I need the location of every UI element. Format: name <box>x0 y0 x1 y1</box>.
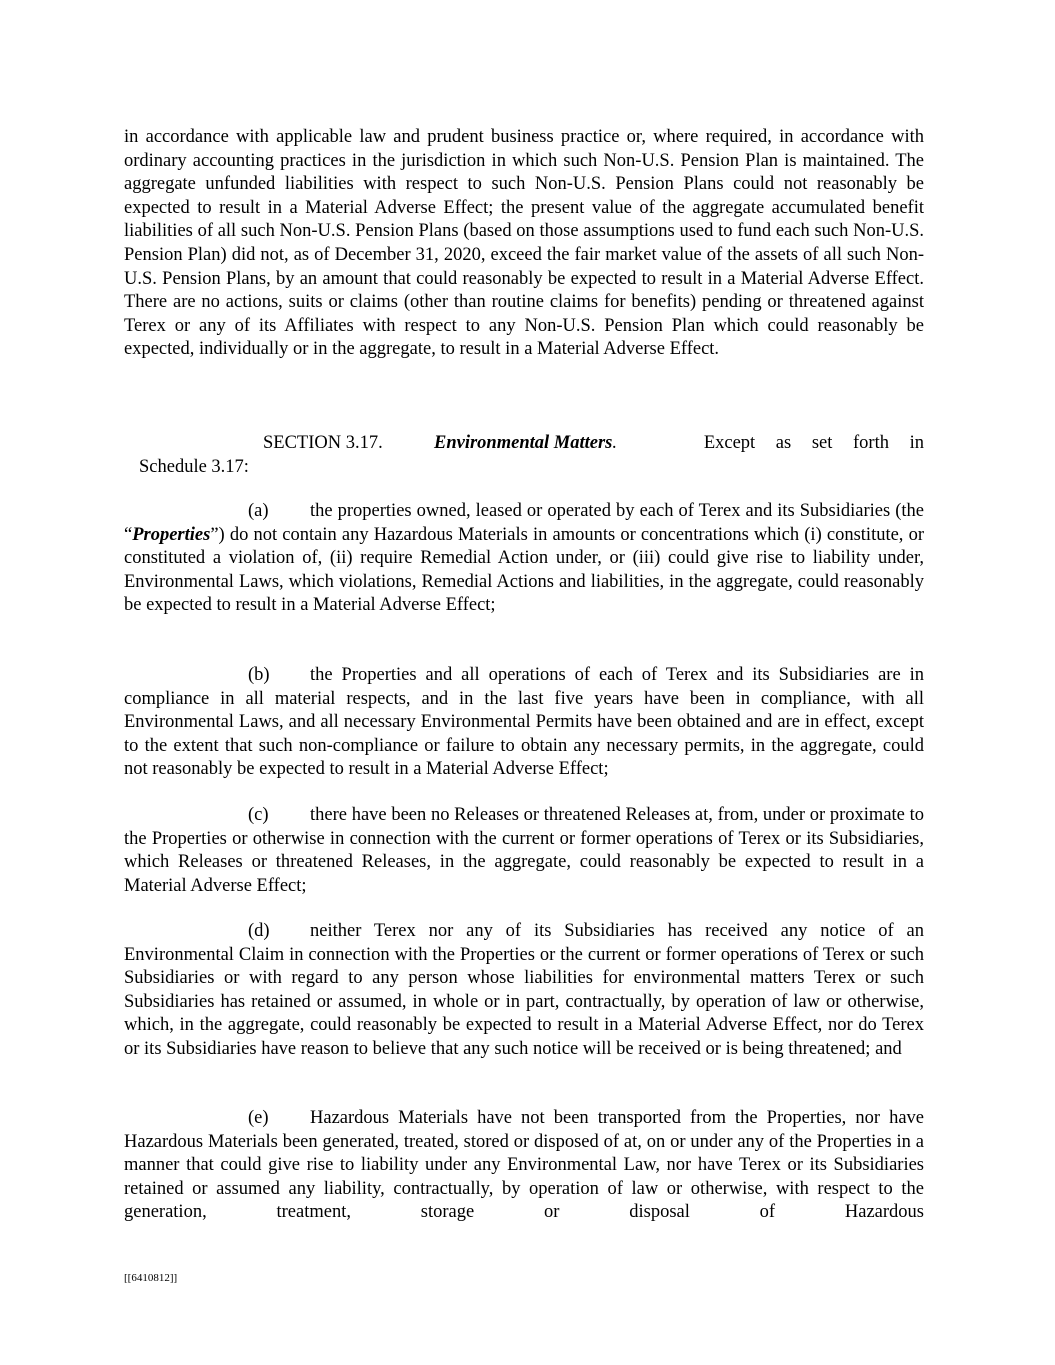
list-item-c: (c) there have been no Releases or threatened Releases at, from, under or proximate to the Properties or otherwise in connection with the current or former operations of Terex or its Subsidiaries, which Releases or threatened Releases, in the aggregate, could reasonably be expected to result in a Material Adverse Effect; <box>124 805 924 896</box>
list-item-e: (e) Hazardous Materials have not been transported from the Properties, nor have Hazardous Materials been generated, treated, stored or disposed of at, on or under any of the Properties in a manner that could give rise to liability under any Environmental Law, nor have Terex or its Subsidiaries retained or assumed any liability, contractually, by operation of law or otherwise, with respect to the generation, treatment, storage or disposal of Hazardous <box>124 1108 924 1223</box>
defined-term: Properties <box>132 524 211 545</box>
list-item-d: (d) neither Terex nor any of its Subsidiaries has received any notice of an Environmental Claim in connection with the Properties or the current or former operations of Terex or such Subsidiaries or with regard to any person whose liabilities for environmental matters Terex or such Subsidiaries has retained or assumed, in whole or in part, contractually, by operation of law or otherwise, which, in the aggregate, could reasonably be expected to result in a Material Adverse Effect, nor do Terex or its Subsidiaries have reason to believe that any such notice will be received or is being threatened; and <box>124 921 924 1059</box>
intro-paragraph: in accordance with applicable law and prudent business practice or, where required, in accordance with ordinary accounting practices in the jurisdiction in which such Non-U.S. Pension Plan is maintained. The aggregate unfunded liabilities with respect to such Non-U.S. Pension Plans could not reasonably be expected to result in a Material Adverse Effect; the present value of the aggregate accumulated benefit liabilities of all such Non-U.S. Pension Plans (based on those assumptions used to fund each such Non-U.S. Pension Plan) did not, as of December 31, 2020, exceed the fair market value of the assets of all such Non-U.S. Pension Plans, by an amount that could reasonably be expected to result in a Material Adverse Effect. There are no actions, suits or claims (other than routine claims for benefits) pending or threatened against Terex or any of its Affiliates with respect to any Non-U.S. Pension Plan which could reasonably be expected, individually or in the aggregate, to result in a Material Adverse Effect. <box>124 127 924 360</box>
list-item-a: (a) the properties owned, leased or operated by each of Terex and its Subsidiaries (the “Properties”) do not contain any Hazardous Materials in amounts or concentrations which (i) constitute, or constituted a violation of, (ii) require Remedial Action under, or (iii) could give rise to liability under, Environmental Laws, which violations, Remedial Actions and liabilities, in the aggregate, could reasonably be expected to result in a Material Adverse Effect; <box>124 501 924 616</box>
schedule-reference: Schedule 3.17: <box>139 457 249 477</box>
item-label: (a) <box>248 501 269 521</box>
section-number: SECTION 3.17. <box>263 433 383 453</box>
section-title: Environmental Matters. <box>434 433 617 453</box>
item-label: (b) <box>248 665 270 685</box>
section-heading <box>124 432 924 456</box>
item-label: (c) <box>248 805 269 825</box>
item-label: (e) <box>248 1108 269 1128</box>
document-id-footer: [[6410812]] <box>124 1272 178 1284</box>
item-label: (d) <box>248 921 270 941</box>
section-except-text: Except as set forth in <box>703 433 924 453</box>
list-item-b: (b) the Properties and all operations of each of Terex and its Subsidiaries are in compliance in all material respects, and in the last five years have been in compliance, with all Environmental Laws, and all necessary Environmental Permits have been obtained and are in effect, except to the extent that such non-compliance or failure to obtain any necessary permits, in the aggregate, could not reasonably be expected to result in a Material Adverse Effect; <box>124 665 924 780</box>
